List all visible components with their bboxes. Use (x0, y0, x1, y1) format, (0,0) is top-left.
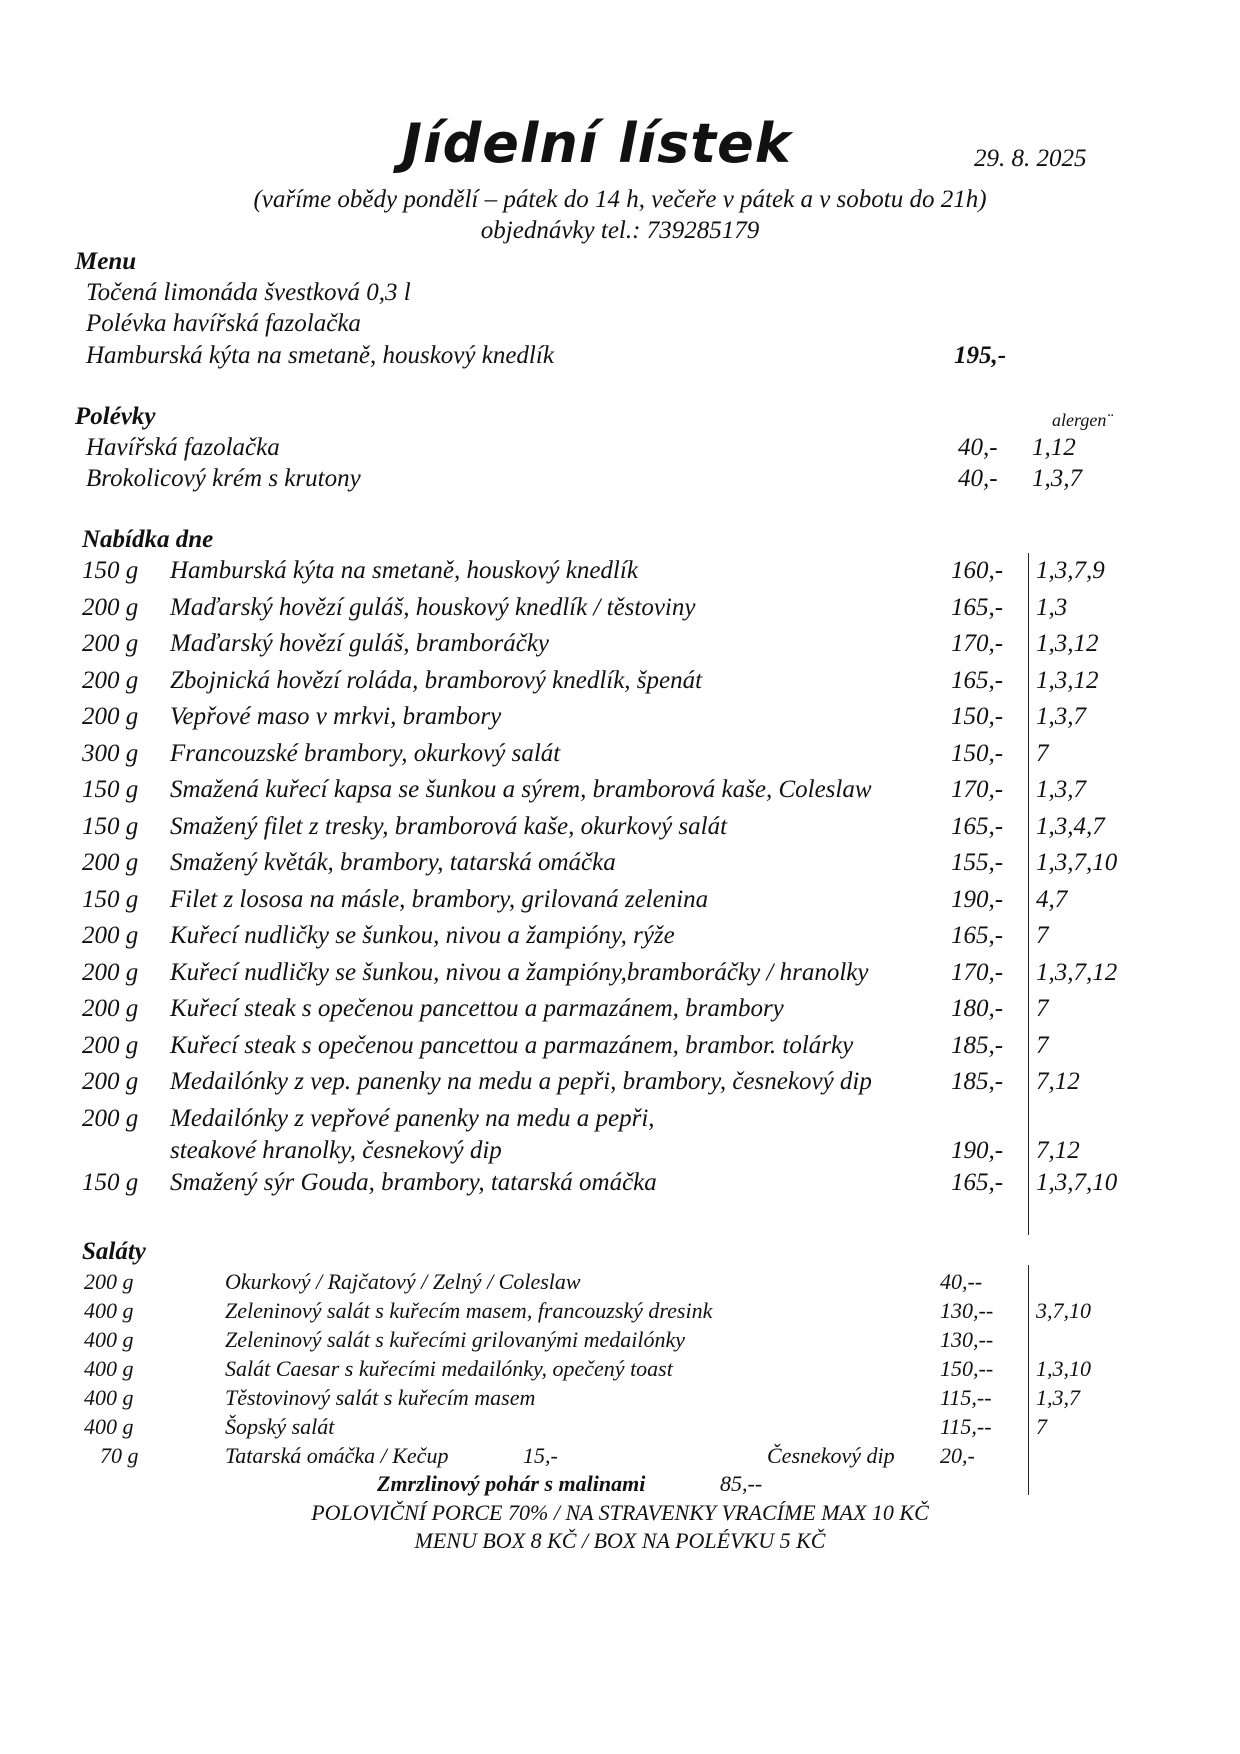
page-title: Jídelní lístek (402, 112, 792, 175)
dish-weight: 150 g (82, 776, 139, 803)
dish-weight: 150 g (82, 1168, 139, 1196)
menu-date: 29. 8. 2025 (974, 145, 1087, 172)
salad-weight: 200 g (84, 1269, 134, 1294)
dish-name: Kuřecí steak s opečenou pancettou a parmazánem, brambory (170, 995, 784, 1022)
dish-weight: 200 g (82, 630, 139, 657)
dish-price: 185,- (951, 1031, 1004, 1059)
dish-price: 170,- (951, 958, 1004, 986)
dish-allergens: 1,3,7,10 (1036, 849, 1118, 876)
dessert-price: 85,-- (720, 1471, 763, 1496)
menu-item: Hamburská kýta na smetaně, houskový knedlík (86, 342, 554, 369)
soup-allergens: 1,3,7 (1032, 465, 1082, 492)
salads-heading: Saláty (82, 1238, 146, 1265)
soup-name: Brokolicový krém s krutony (86, 465, 361, 492)
salad-name: Šopský salát (225, 1414, 335, 1439)
dish-allergens: 1,3,7 (1036, 776, 1086, 803)
dish-name: Kuřecí nudličky se šunkou, nivou a žampióny,bramboráčky / hranolky (170, 958, 869, 986)
dish-price: 165,- (951, 812, 1004, 840)
dish-name: Kuřecí nudličky se šunkou, nivou a žampióny, rýže (170, 922, 675, 949)
dish-name: Hamburská kýta na smetaně, houskový knedlík (170, 557, 638, 584)
salad-price: 130,-- (940, 1327, 994, 1352)
order-phone: objednávky tel.: 739285179 (480, 217, 760, 244)
dish-name: Smažený sýr Gouda, brambory, tatarská omáčka (170, 1168, 657, 1196)
sauce-name: Česnekový dip (767, 1443, 895, 1468)
opening-hours: (vaříme obědy pondělí – pátek do 14 h, večeře v pátek a v sobotu do 21h) (253, 186, 987, 213)
dish-price: 150,- (951, 739, 1004, 767)
dish-allergens: 7 (1036, 922, 1049, 949)
dish-weight: 200 g (82, 1031, 139, 1059)
salad-weight: 400 g (84, 1327, 134, 1352)
dish-price: 155,- (951, 849, 1004, 876)
dish-name: Maďarský hovězí guláš, bramboráčky (170, 630, 550, 657)
sauce-price: 20,- (940, 1443, 975, 1468)
salad-column-divider (1028, 1265, 1029, 1495)
dish-allergens: 7,12 (1036, 1136, 1080, 1164)
dish-price: 185,- (951, 1068, 1004, 1095)
dish-weight: 200 g (82, 1068, 139, 1095)
dish-price: 165,- (951, 1168, 1004, 1196)
salad-allergens: 1,3,10 (1036, 1356, 1091, 1381)
dish-allergens: 7,12 (1036, 1068, 1080, 1095)
dish-name: Filet z lososa na másle, brambory, grilovaná zelenina (170, 885, 709, 913)
dish-weight: 200 g (82, 666, 139, 694)
salad-price: 150,-- (940, 1356, 994, 1381)
dish-name-continued: steakové hranolky, česnekový dip (170, 1136, 502, 1164)
dish-price: 165,- (951, 922, 1004, 949)
dish-weight: 200 g (82, 593, 139, 621)
soup-name: Havířská fazolačka (86, 434, 280, 461)
menu-item: Polévka havířská fazolačka (86, 310, 361, 337)
dish-name: Medailónky z vepřové panenky na medu a pepři, (170, 1104, 655, 1132)
dish-weight: 200 g (82, 1104, 139, 1132)
dish-allergens: 7 (1036, 739, 1049, 767)
dish-allergens: 1,3,7,9 (1036, 557, 1105, 584)
salad-name: Okurkový / Rajčatový / Zelný / Coleslaw (225, 1269, 581, 1294)
dish-weight: 200 g (82, 922, 139, 949)
dish-name: Francouzské brambory, okurkový salát (170, 739, 561, 767)
menu-price: 195,- (954, 342, 1007, 369)
dessert-name: Zmrzlinový pohár s malinami (377, 1471, 646, 1496)
dish-name: Zbojnická hovězí roláda, bramborový knedlík, špenát (170, 666, 703, 694)
salad-weight: 400 g (84, 1298, 134, 1323)
sauce-weight: 70 g (100, 1443, 139, 1468)
dish-name: Kuřecí steak s opečenou pancettou a parmazánem, brambor. tolárky (170, 1031, 854, 1059)
footer-box-note: MENU BOX 8 KČ / BOX NA POLÉVKU 5 KČ (414, 1528, 826, 1553)
dish-allergens: 1,3,7,10 (1036, 1168, 1118, 1196)
dish-allergens: 1,3,12 (1036, 666, 1099, 694)
dish-name: Medailónky z vep. panenky na medu a pepři, brambory, česnekový dip (170, 1068, 872, 1095)
daily-heading: Nabídka dne (82, 526, 214, 553)
salad-allergens: 3,7,10 (1036, 1298, 1091, 1323)
dish-weight: 150 g (82, 812, 139, 840)
dish-weight: 300 g (82, 739, 139, 767)
footer-portion-note: POLOVIČNÍ PORCE 70% / NA STRAVENKY VRACÍME MAX 10 KČ (311, 1500, 929, 1525)
salad-price: 130,-- (940, 1298, 994, 1323)
dish-price: 165,- (951, 593, 1004, 621)
soup-price: 40,- (958, 465, 998, 492)
salad-allergens: 7 (1036, 1414, 1047, 1439)
salad-price: 40,-- (940, 1269, 983, 1294)
soup-allergens: 1,12 (1032, 434, 1076, 461)
sauce-price: 15,- (523, 1443, 558, 1468)
dish-allergens: 4,7 (1036, 885, 1068, 913)
dish-allergens: 1,3,7,12 (1036, 958, 1118, 986)
dish-price: 160,- (951, 557, 1004, 584)
dish-price: 180,- (951, 995, 1004, 1022)
dish-price: 165,- (951, 666, 1004, 694)
salad-price: 115,-- (940, 1414, 992, 1439)
dish-price: 170,- (951, 776, 1004, 803)
dish-price: 190,- (951, 1136, 1004, 1164)
salad-weight: 400 g (84, 1356, 134, 1381)
salad-weight: 400 g (84, 1414, 134, 1439)
dish-weight: 150 g (82, 885, 139, 913)
dish-allergens: 1,3,12 (1036, 630, 1099, 657)
dish-price: 150,- (951, 703, 1004, 730)
dish-name: Smažený filet z tresky, bramborová kaše, okurkový salát (170, 812, 728, 840)
salad-allergens: 1,3,7 (1036, 1385, 1080, 1410)
dish-allergens: 1,3,4,7 (1036, 812, 1105, 840)
salad-name: Salát Caesar s kuřecími medailónky, opečený toast (225, 1356, 673, 1381)
dish-name: Maďarský hovězí guláš, houskový knedlík / těstoviny (170, 593, 696, 621)
dish-weight: 200 g (82, 703, 139, 730)
allergen-column-divider (1028, 553, 1029, 1235)
salad-name: Zeleninový salát s kuřecím masem, francouzský dresink (225, 1298, 713, 1323)
dish-allergens: 7 (1036, 1031, 1049, 1059)
soup-price: 40,- (958, 434, 998, 461)
dish-allergens: 1,3,7 (1036, 703, 1086, 730)
dish-name: Smažený květák, brambory, tatarská omáčka (170, 849, 616, 876)
dish-name: Smažená kuřecí kapsa se šunkou a sýrem, bramborová kaše, Coleslaw (170, 776, 872, 803)
dish-price: 190,- (951, 885, 1004, 913)
dish-weight: 200 g (82, 849, 139, 876)
dish-allergens: 1,3 (1036, 593, 1068, 621)
dish-weight: 150 g (82, 557, 139, 584)
dish-allergens: 7 (1036, 995, 1049, 1022)
soups-heading: Polévky (75, 403, 156, 430)
salad-name: Těstovinový salát s kuřecím masem (225, 1385, 536, 1410)
dish-price: 170,- (951, 630, 1004, 657)
allergen-label: alergen¨ (1052, 410, 1113, 430)
menu-item: Točená limonáda švestková 0,3 l (86, 279, 411, 306)
dish-weight: 200 g (82, 958, 139, 986)
salad-name: Zeleninový salát s kuřecími grilovanými medailónky (225, 1327, 686, 1352)
salad-weight: 400 g (84, 1385, 134, 1410)
sauce-name: Tatarská omáčka / Kečup (225, 1443, 449, 1468)
dish-weight: 200 g (82, 995, 139, 1022)
salad-price: 115,-- (940, 1385, 992, 1410)
dish-name: Vepřové maso v mrkvi, brambory (170, 703, 502, 730)
menu-heading: Menu (75, 248, 137, 275)
